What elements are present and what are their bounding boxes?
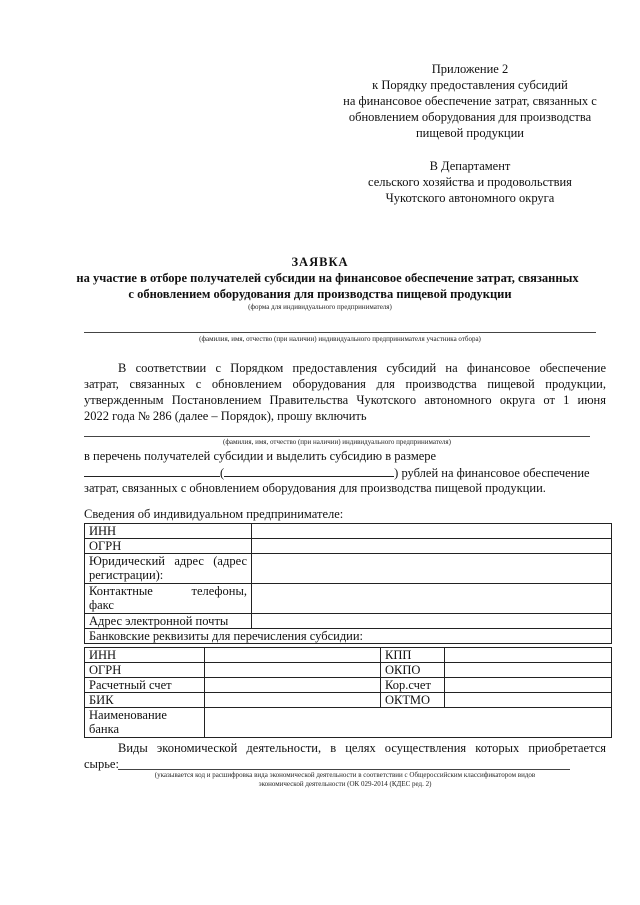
- table-row: [85, 678, 612, 693]
- activity-line[interactable]: [118, 769, 570, 770]
- document-title: ЗАЯВКА: [291, 255, 349, 269]
- label-bank-ogrn: ОГРН: [85, 663, 205, 678]
- body-text: утвержденным Постановлением Правительства Чукотского автономного округа от 1 июня: [84, 393, 606, 407]
- bank-name-field[interactable]: [205, 708, 612, 738]
- bank-details-table: [84, 647, 612, 738]
- form-note: (форма для индивидуального предпринимателя): [248, 303, 392, 311]
- appendix-line: к Порядку предоставления субсидий: [372, 78, 568, 92]
- label-bik: БИК: [85, 693, 205, 708]
- table-row: [85, 648, 612, 663]
- appendix-line: пищевой продукции: [415, 126, 524, 140]
- email-field[interactable]: [252, 614, 612, 629]
- table-row: [85, 539, 612, 554]
- fio-caption: (фамилия, имя, отчество (при наличии) индивидуального предпринимателя): [223, 438, 451, 446]
- label-ogrn: ОГРН: [85, 539, 252, 554]
- title-subline: с обновлением оборудования для производства пищевой продукции: [128, 287, 512, 301]
- entrepreneur-info-table: [84, 523, 612, 644]
- bank-details-header: Банковские реквизиты для перечисления субсидии:: [85, 629, 612, 644]
- label-email: Адрес электронной почты: [85, 614, 252, 629]
- label-corr-account: Кор.счет: [381, 678, 445, 693]
- bank-ogrn-field[interactable]: [205, 663, 381, 678]
- label-bank-inn: ИНН: [85, 648, 205, 663]
- title-subline: на участие в отборе получателей субсидии на финансовое обеспечение затрат, связанных: [76, 271, 579, 285]
- applicant-caption: (фамилия, имя, отчество (при наличии) индивидуального предпринимателя участника отбора): [199, 335, 481, 343]
- account-field[interactable]: [205, 678, 381, 693]
- info-title: Сведения об индивидуальном предпринимателе:: [84, 507, 344, 521]
- body-text: 2022 года № 286 (далее – Порядок), прошу включить: [84, 409, 367, 423]
- label-okpo: ОКПО: [381, 663, 445, 678]
- label-account: Расчетный счет: [85, 678, 205, 693]
- activity-text: сырье:: [84, 757, 119, 771]
- subsidy-amount-field[interactable]: [84, 465, 220, 477]
- paren-open: (: [220, 466, 225, 480]
- ogrn-value-field[interactable]: [252, 539, 612, 554]
- label-legal-address-line2: регистрации):: [89, 568, 164, 582]
- table-row: [85, 554, 612, 584]
- addressee-line: Чукотского автономного округа: [385, 191, 555, 205]
- label-phones: [85, 584, 252, 614]
- inn-value-field[interactable]: [252, 524, 612, 539]
- phones-field[interactable]: [252, 584, 612, 614]
- label-legal-address-line1: Юридический адрес (адрес: [89, 554, 247, 568]
- body-text: В соответствии с Порядком предоставления субсидий на финансовое обеспечение: [118, 361, 606, 375]
- fio-line[interactable]: [84, 436, 590, 437]
- label-phones-line1: Контактные телефоны,: [89, 584, 247, 598]
- addressee-line: В Департамент: [429, 159, 511, 173]
- label-legal-address: [85, 554, 252, 584]
- corr-account-field[interactable]: [445, 678, 612, 693]
- table-row: [85, 693, 612, 708]
- bik-field[interactable]: [205, 693, 381, 708]
- body-text: ) рублей на финансовое обеспечение: [394, 466, 590, 480]
- label-inn: ИНН: [85, 524, 252, 539]
- table-row: [85, 708, 612, 738]
- label-oktmo: ОКТМО: [381, 693, 445, 708]
- activity-caption: (указывается код и расшифровка вида экономической деятельности в соответствии с Общероссийским классификатором видов: [154, 771, 536, 779]
- appendix-line: Приложение 2: [431, 62, 509, 76]
- subsidy-amount-row: [84, 465, 590, 481]
- appendix-line: на финансовое обеспечение затрат, связанных с: [343, 94, 597, 108]
- legal-address-field[interactable]: [252, 554, 612, 584]
- label-bank-name-line2: банка: [89, 722, 120, 736]
- kpp-field[interactable]: [445, 648, 612, 663]
- activity-caption: экономической деятельности (ОК 029-2014 (КДЕС ред. 2): [258, 780, 432, 788]
- table-row: [85, 524, 612, 539]
- label-phones-line2: факс: [89, 598, 114, 612]
- activity-text: Виды экономической деятельности, в целях осуществления которых приобретается: [118, 741, 606, 755]
- addressee-line: сельского хозяйства и продовольствия: [368, 175, 572, 189]
- table-row: [85, 663, 612, 678]
- applicant-name-line[interactable]: [84, 332, 596, 333]
- body-text: затрат, связанных с обновлением оборудования для производства пищевой продукции,: [84, 377, 606, 391]
- table-row: [85, 629, 612, 644]
- label-kpp: КПП: [381, 648, 445, 663]
- okpo-field[interactable]: [445, 663, 612, 678]
- table-row: [85, 614, 612, 629]
- label-bank-name: [85, 708, 205, 738]
- subsidy-amount-words-field[interactable]: [224, 465, 394, 477]
- label-bank-name-line1: Наименование: [89, 708, 167, 722]
- bank-inn-field[interactable]: [205, 648, 381, 663]
- appendix-line: обновлением оборудования для производства: [348, 110, 592, 124]
- oktmo-field[interactable]: [445, 693, 612, 708]
- table-row: [85, 584, 612, 614]
- body-text: затрат, связанных с обновлением оборудования для производства пищевой продукции.: [84, 481, 546, 495]
- body-text: в перечень получателей субсидии и выделить субсидию в размере: [84, 449, 437, 463]
